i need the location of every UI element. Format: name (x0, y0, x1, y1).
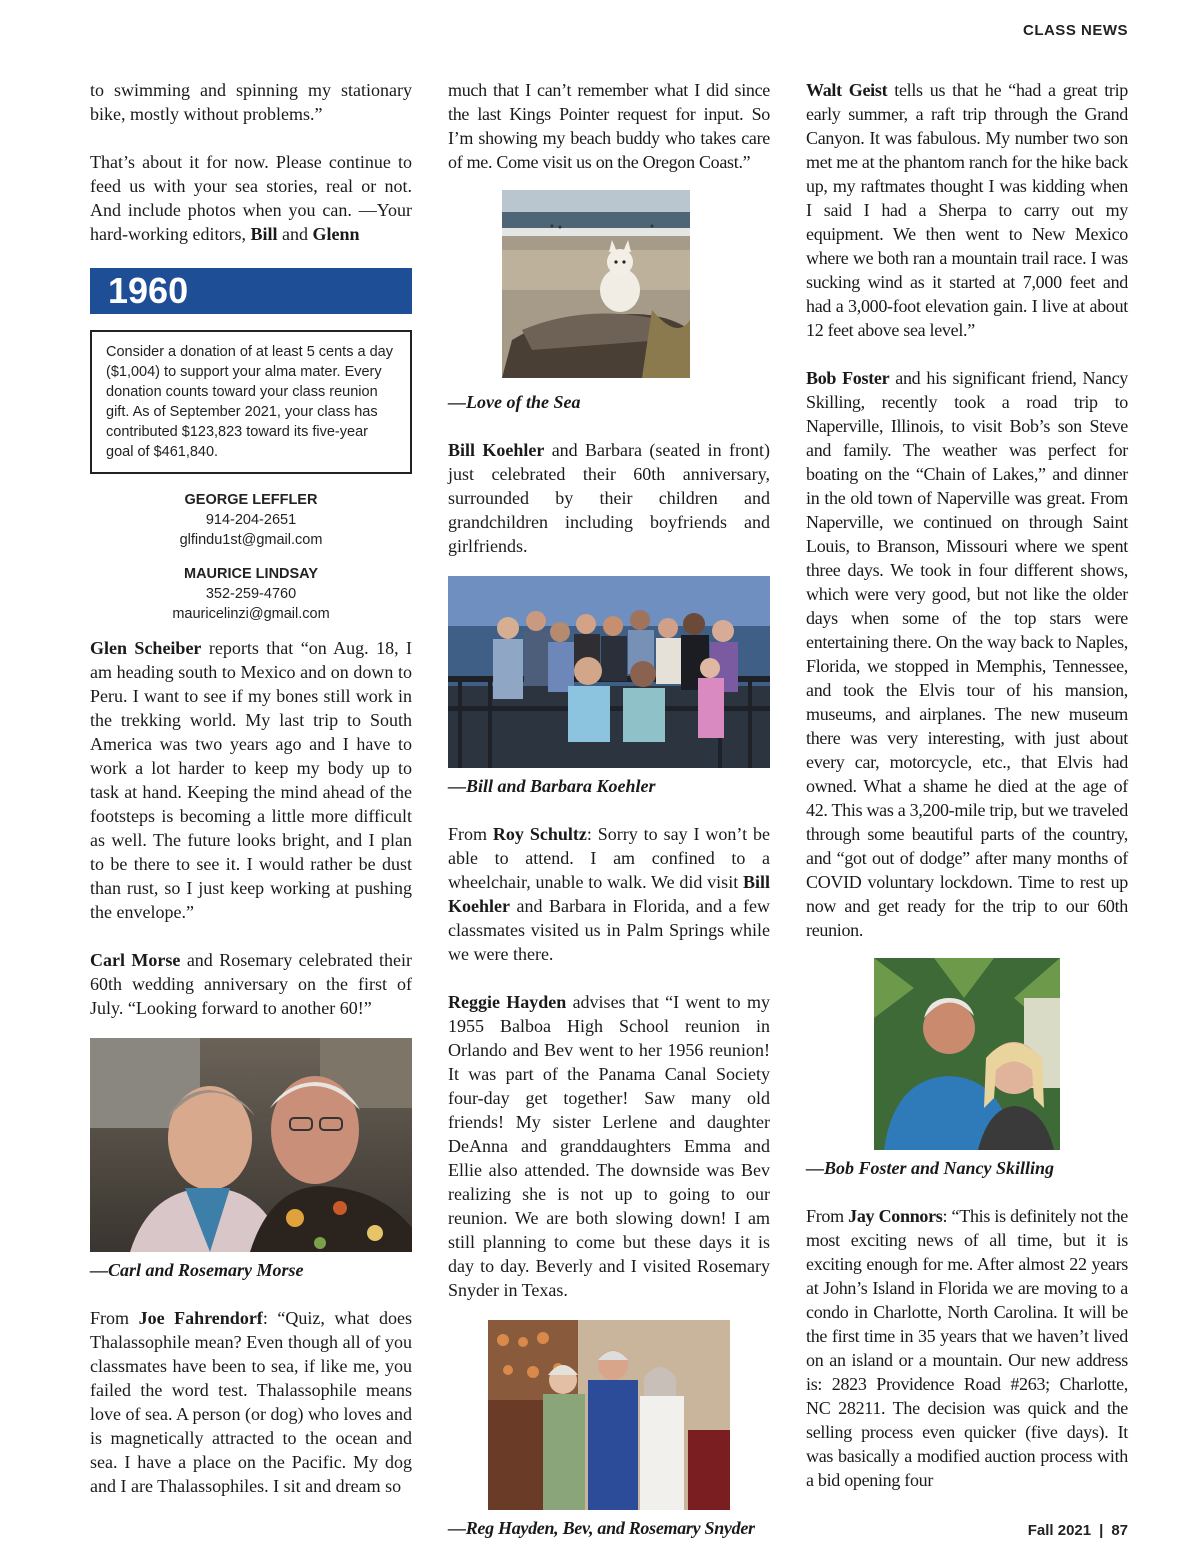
jay-connors-paragraph: From Jay Connors: “This is definitely not the most exciting news of all time, but it is exciting enough for me. After almost 22 years at John’s Island in Florida we are moving to a condo in Charlotte, North Carolina. It will be the first time in 35 years that we haven’t lived on an island or a mountain. Our new address is: 2823 Providence Road #263; Charlotte, NC 28211. The decision was quick and the selling process even quicker (five days). It was basically a modified auction process with a bid opening four (806, 1206, 1128, 1490)
page-footer: Fall 2021 | 87 (1027, 1522, 1128, 1539)
section-label: CLASS NEWS (1022, 22, 1128, 39)
roy-schultz-paragraph: From Roy Schultz: Sorry to say I won’t be able to attend. I am confined to a wheelchair, unable to walk. We did visit Bill Koehler and Barbara in Florida, and a few classmates visited us in Palm Springs while we were there. (448, 824, 770, 964)
contact-name: GEORGE LEFFLER (184, 492, 318, 508)
contact-phone: 914-204-2651 (205, 512, 297, 528)
bill-koehler-paragraph: Bill Koehler and Barbara (seated in front) just celebrated their 60th anniversary, surrounded by their children and grandchildren including boyfriends and girlfriends. (448, 440, 770, 556)
photo-koehler-family (448, 576, 770, 768)
bob-foster-paragraph: Bob Foster and his significant friend, Nancy Skilling, recently took a road trip to Naperville, Illinois, to visit Bob’s son Steve and family. The weather was perfect for boating on the “Chain of Lakes,” and dinner in the old town of Naperville was great. From Naperville, we continued on through Saint Louis, to Branson, Missouri where we spent three days. We took in four different shows, which were very good, but not like the older days when some of the top stars were entertaining there. On the way back to Naples, Florida, we stopped in Memphis, Tennessee, and took the Elvis tour of his mansion, museums, and airplanes. The new museum there was very interesting, with just about every car, motorcycle, etc., that Elvis had owned. What a shame he died at the age of 42. This was a 3,200-mile trip, but we traveled through some beautiful parts of the country, and “got out of dodge” after many months of COVID voluntary lockdown. Time to rest up now and get ready for the trip to our 60th reunion. (806, 368, 1129, 940)
class-year-banner: 1960 (90, 268, 412, 314)
swimming-paragraph: to swimming and spinning my stationary bike, mostly without problems.” (90, 80, 412, 124)
column-3 (806, 78, 1128, 1492)
oregon-coast-paragraph: much that I can’t remember what I did since the last Kings Pointer request for input. So I’m showing my beach buddy who takes care of me. Come visit us on the Oregon Coast.” (448, 80, 770, 172)
caption-love-of-the-sea: —Love of the Sea (448, 392, 581, 412)
contact-phone: 352-259-4760 (205, 586, 297, 602)
contact-name: MAURICE LINDSAY (183, 566, 318, 582)
walt-geist-paragraph: Walt Geist tells us that he “had a great trip early summer, a raft trip through the Grand Canyon. It was fabulous. My number two son met me at the phantom ranch for the hike back up, my raftmates thought I was kidding when I said I had a Sherpa to carry out my equipment. We then went to New Mexico where we both ran a mountain trail race. I was sucking wind as it started at 7,000 feet and had a 3,000-foot elevation gain. I live at about 12 feet above sea level.” (806, 80, 1128, 340)
photo-hayden-snyder (488, 1320, 730, 1510)
contact-maurice-lindsay (90, 564, 412, 624)
caption-carl-rosemary-morse: —Carl and Rosemary Morse (90, 1260, 304, 1280)
page-number: 87 (1111, 1522, 1128, 1539)
reggie-hayden-paragraph: Reggie Hayden advises that “I went to my 1955 Balboa High School reunion in Orlando and Bev went to her 1956 reunion! It was part of the Panama Canal Society four-day get together! Saw many old friends! My sister Lerlene and daughter DeAnna and granddaughters Emma and Ellie also attended. The downside was Bev realizing she is not up to going to our reunion. We are both slowing down! I am still planning to come but these days it is day to day. Beverly and I visited Rosemary Snyder in Texas. (448, 992, 770, 1300)
donation-notice: Consider a donation of at least 5 cents a day ($1,004) to support your alma mater. Every donation counts toward your class reunion gift. As of September 2021, your class has contributed $123,823 toward its five-year goal of $461,840. (90, 330, 412, 474)
contact-email[interactable]: glfindu1st@gmail.com (179, 532, 323, 548)
photo-foster-skilling (874, 958, 1060, 1150)
caption-bill-barbara-koehler: —Bill and Barbara Koehler (448, 776, 656, 796)
caption-hayden-snyder: —Reg Hayden, Bev, and Rosemary Snyder (448, 1518, 755, 1538)
joe-fahrendorf-paragraph: From Joe Fahrendorf: “Quiz, what does Thalassophile mean? Even though all of you classmates have been to sea, if like me, you failed the word test. Thalassophile means love of sea. A person (or dog) who loves and is magnetically attracted to the ocean and sea. I have a place on the Pacific. My dog and I are Thalassophiles. I sit and dream so (90, 1308, 412, 1496)
column-1 (90, 78, 412, 1498)
photo-dog-on-beach (502, 190, 690, 378)
column-2 (448, 78, 770, 1540)
editors-paragraph: That’s about it for now. Please continue to feed us with your sea stories, real or not. And include photos when you can. —Your hard-working editors, Bill and Glenn (90, 152, 412, 244)
carl-morse-paragraph: Carl Morse and Rosemary celebrated their 60th wedding anniversary on the first of July. “Looking forward to another 60!” (90, 950, 412, 1018)
caption-foster-skilling: —Bob Foster and Nancy Skilling (806, 1158, 1055, 1178)
photo-carl-rosemary-morse (90, 1038, 412, 1252)
glen-scheiber-paragraph: Glen Scheiber reports that “on Aug. 18, I am heading south to Mexico and on down to Peru. I want to see if my bones still work in the trekking world. My last trip to South America was two years ago and I have to work a lot harder to keep my body up to task at hand. Keeping the mind ahead of the footsteps is becoming a little more difficult as well. The future looks bright, and I plan to be there to see it. I would rather be dust than rust, so I just keep working at pushing the envelope.” (90, 638, 412, 922)
contact-george-leffler (90, 490, 412, 550)
contact-email[interactable]: mauricelinzi@gmail.com (172, 606, 330, 622)
